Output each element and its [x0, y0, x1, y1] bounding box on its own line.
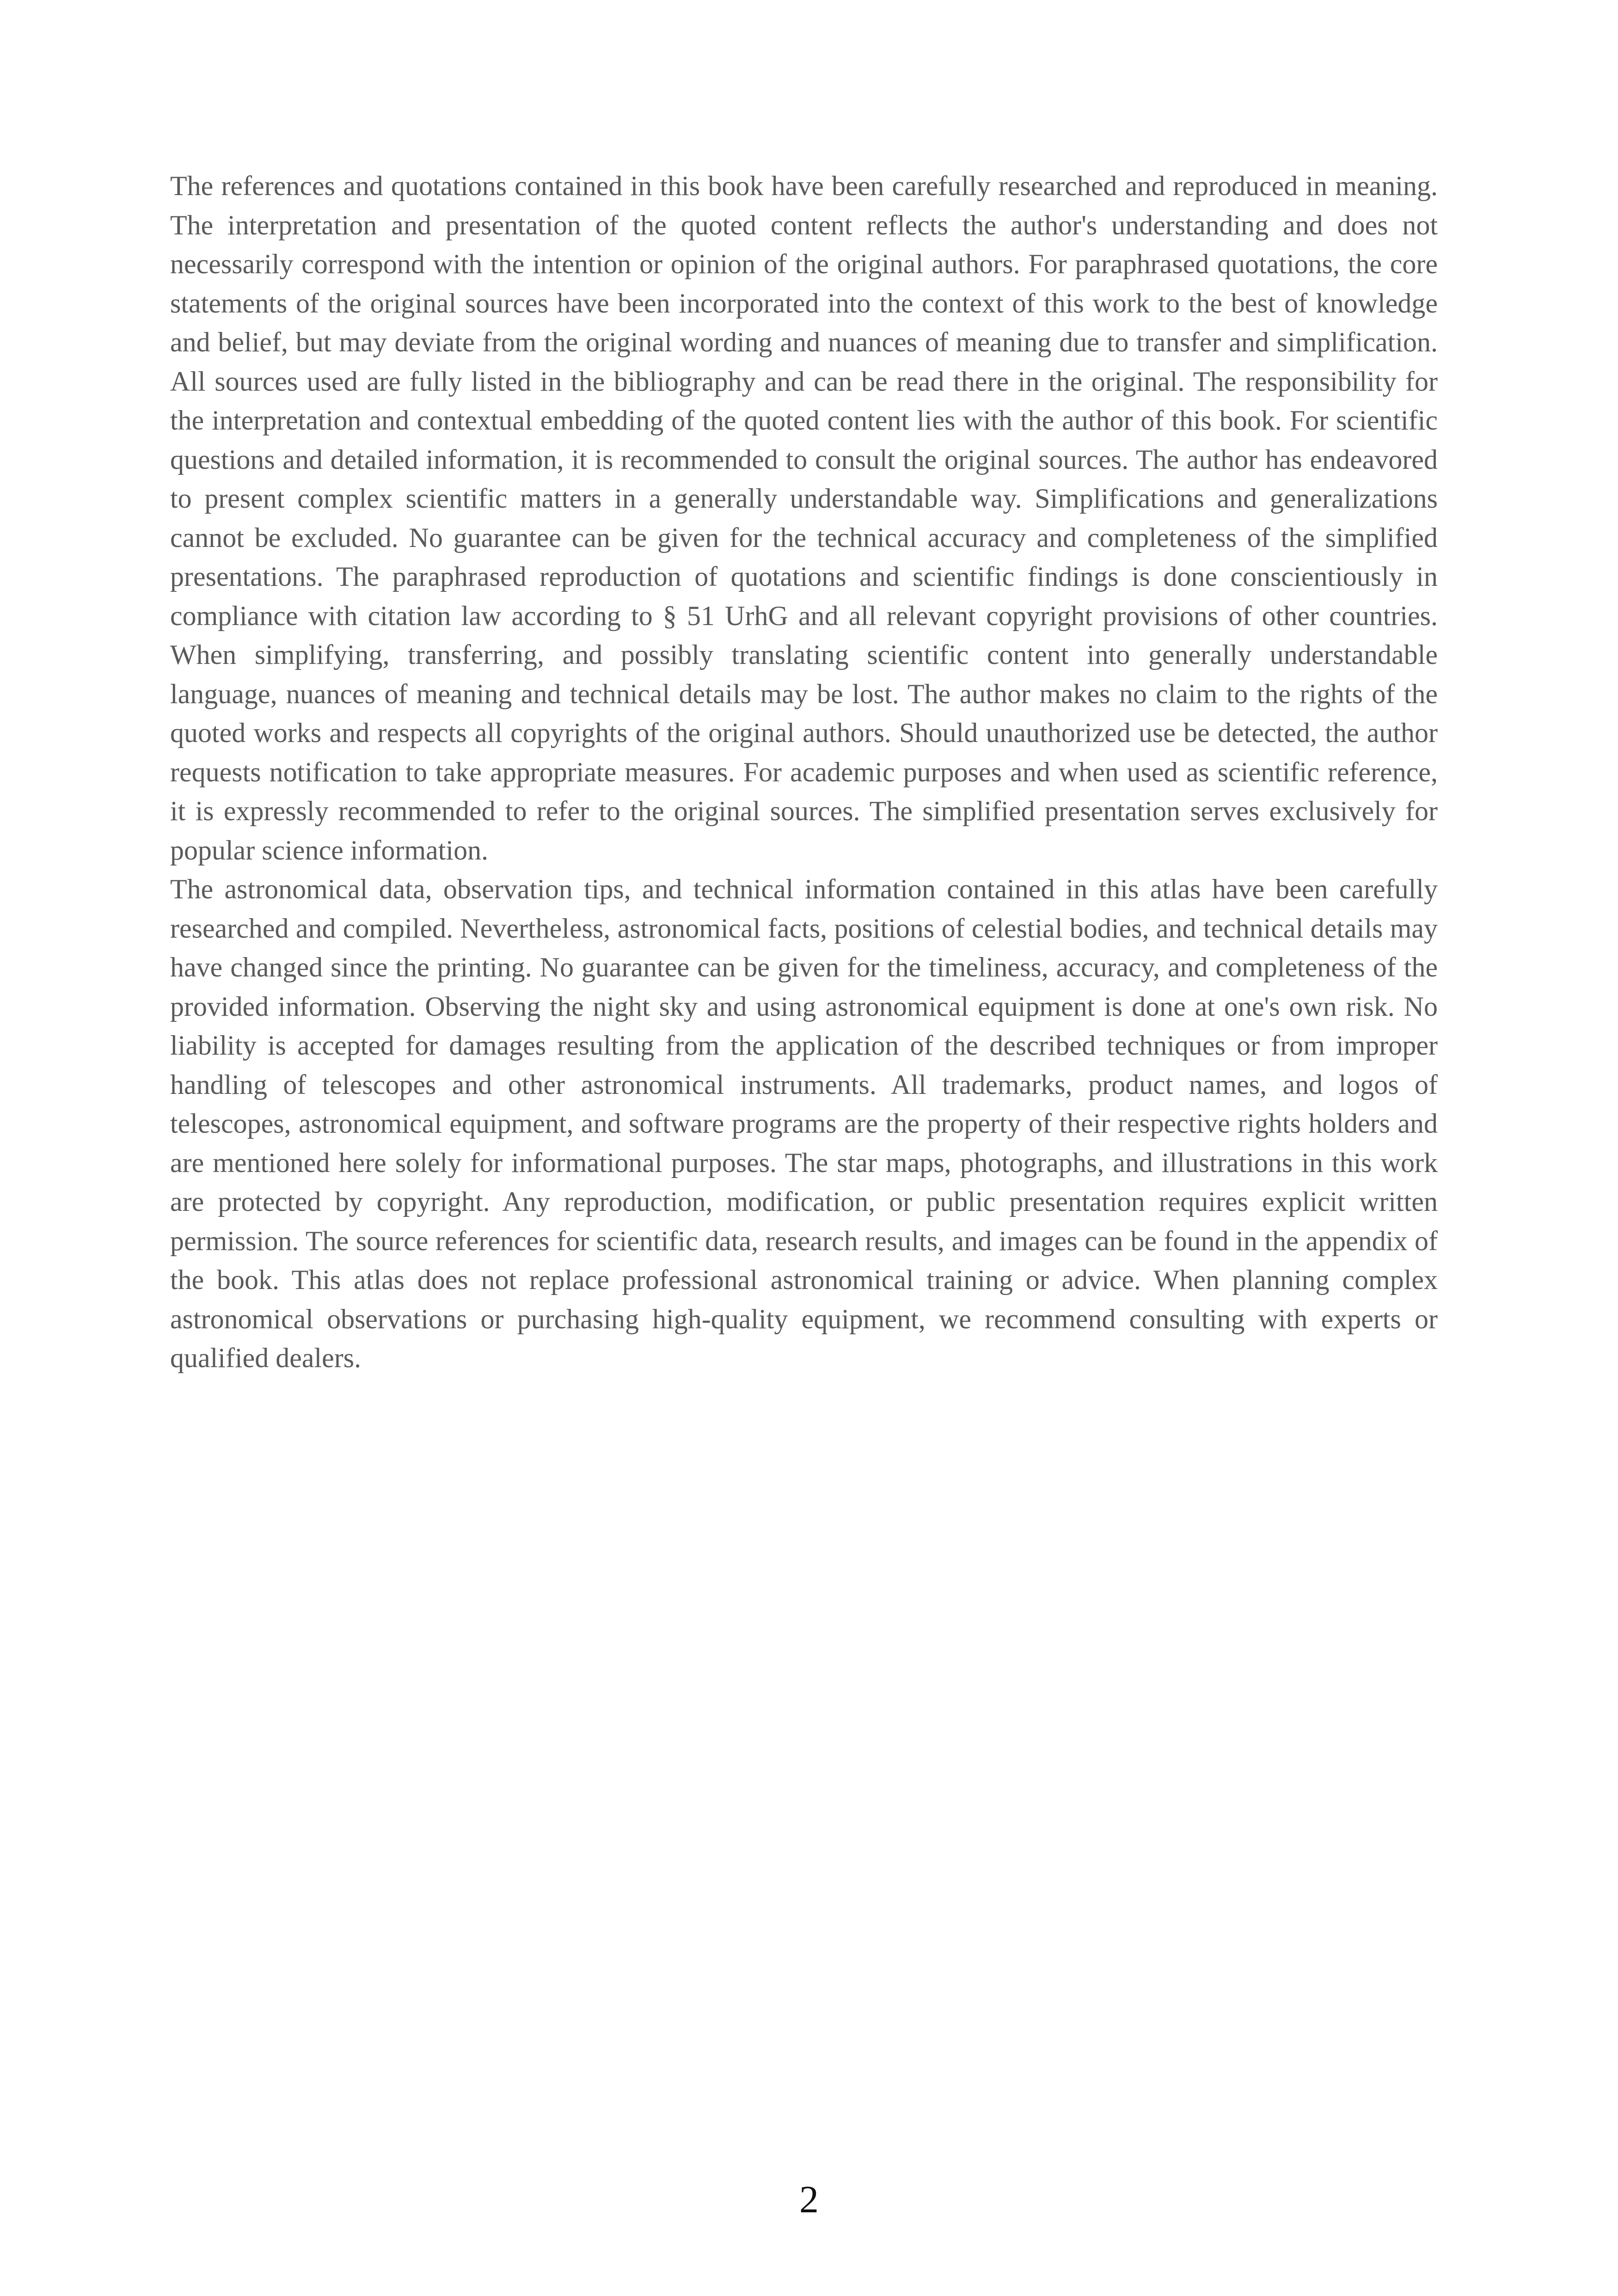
- page-number: 2: [799, 2178, 819, 2221]
- liability-disclaimer-paragraph: The astronomical data, observation tips, and technical information contained in this atlas have been carefully researched and compiled. Nevertheless, astronomical facts, positions of celestial bodies, and technical details may have changed since the printing. No guarantee can be given for the timeliness, accuracy, and completeness of the provided information. Observing the night sky and using astronomical equipment is done at one's own risk. No liability is accepted for damages resulting from the application of the described techniques or from improper handling of telescopes and other astronomical instruments. All trademarks, product names, and logos of telescopes, astronomical equipment, and software programs are the property of their respective rights holders and are mentioned here solely for informational purposes. The star maps, photographs, and illustrations in this work are protected by copyright. Any reproduction, modification, or public presentation requires explicit written permission. The source references for scientific data, research results, and images can be found in the appendix of the book. This atlas does not replace professional astronomical training or advice. When planning complex astronomical observations or purchasing high-quality equipment, we recommend consulting with experts or qualified dealers.: [170, 874, 1438, 1373]
- copyright-disclaimer-paragraph: The references and quotations contained in this book have been carefully researched and reproduced in meaning. The interpretation and presentation of the quoted content reflects the author's understanding and does not necessarily correspond with the intention or opinion of the original authors. For paraphrased quotations, the core statements of the original sources have been incorporated into the context of this work to the best of knowledge and belief, but may deviate from the original wording and nuances of meaning due to transfer and simplification. All sources used are fully listed in the bibliography and can be read there in the original. The responsibility for the interpretation and contextual embedding of the quoted content lies with the author of this book. For scientific questions and detailed information, it is recommended to consult the original sources. The author has endeavored to present complex scientific matters in a generally understandable way. Simplifications and generalizations cannot be excluded. No guarantee can be given for the technical accuracy and completeness of the simplified presentations. The paraphrased reproduction of quotations and scientific findings is done conscientiously in compliance with citation law according to § 51 UrhG and all relevant copyright provisions of other countries. When simplifying, transferring, and possibly translating scientific content into generally understandable language, nuances of meaning and technical details may be lost. The author makes no claim to the rights of the quoted works and respects all copyrights of the original authors. Should unauthorized use be detected, the author requests notification to take appropriate measures. For academic purposes and when used as scientific reference, it is expressly recommended to refer to the original sources. The simplified presentation serves exclusively for popular science information.: [170, 171, 1438, 866]
- disclaimer-text-block: [170, 166, 1438, 1378]
